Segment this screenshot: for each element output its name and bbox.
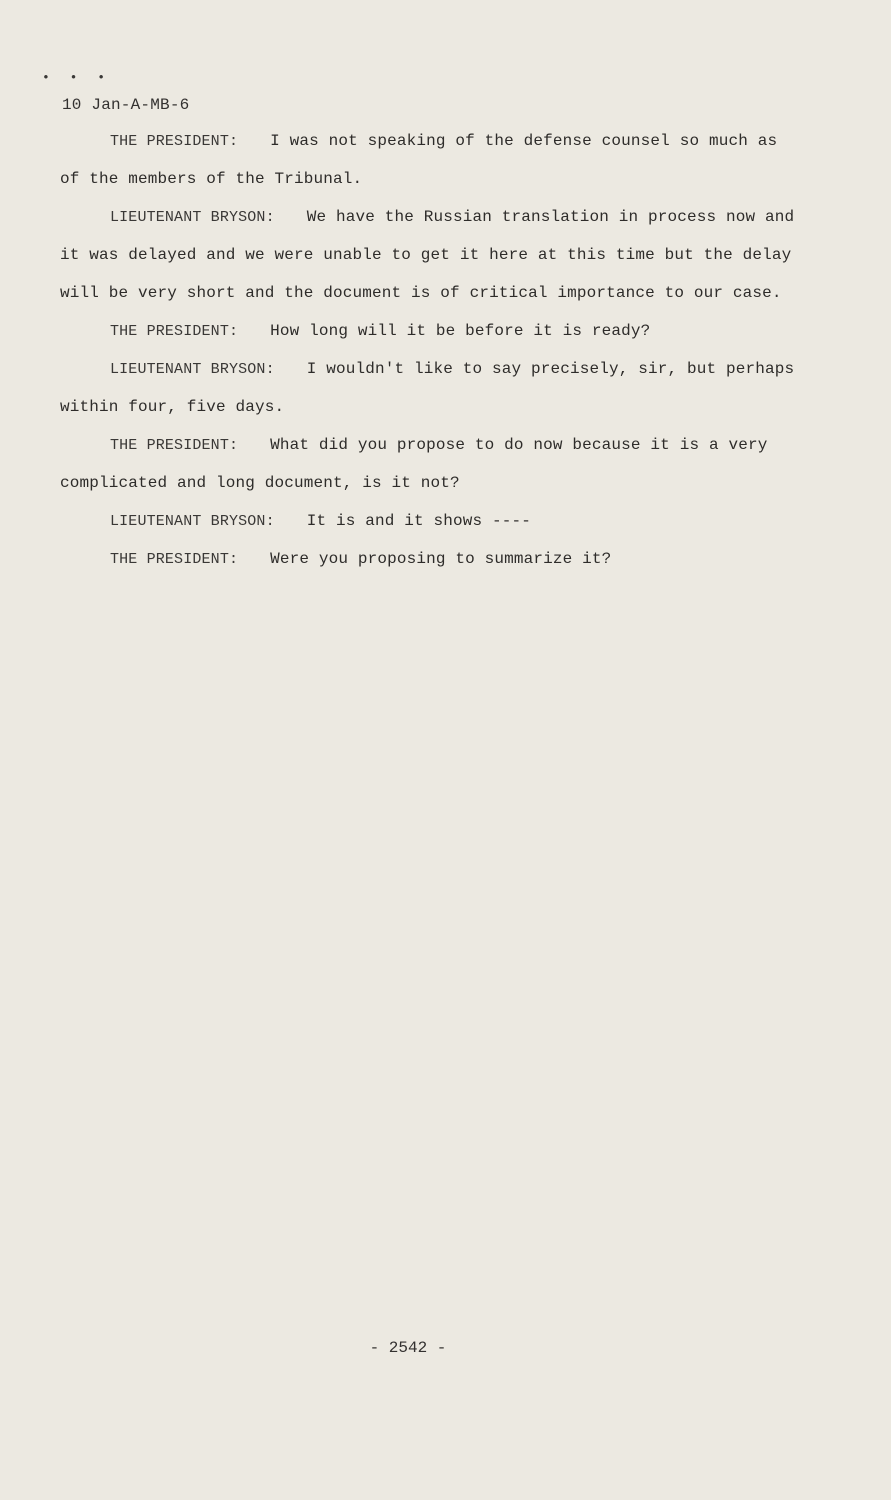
- speech-text: I was not speaking of the defense counsel so much as: [270, 132, 778, 150]
- exchange-first-line: [60, 359, 800, 397]
- speech-text: I wouldn't like to say precisely, sir, but perhaps: [306, 360, 795, 378]
- transcript-exchange: [60, 511, 800, 549]
- speech-text: Were you proposing to summarize it?: [270, 550, 612, 568]
- speaker-label: LIEUTENANT BRYSON:: [110, 513, 275, 530]
- transcript-exchange: [60, 131, 800, 207]
- transcript-exchange: [60, 549, 800, 587]
- speaker-label: THE PRESIDENT:: [110, 437, 239, 454]
- speaker-label: LIEUTENANT BRYSON:: [110, 361, 275, 378]
- transcript-exchange: [60, 321, 800, 359]
- speaker-label: THE PRESIDENT:: [110, 323, 239, 340]
- transcript-body: [60, 131, 800, 587]
- transcript-exchange: [60, 207, 800, 321]
- exchange-first-line: [60, 321, 800, 359]
- speaker-label: THE PRESIDENT:: [110, 551, 239, 568]
- exchange-first-line: [60, 435, 800, 473]
- page-id: 10 Jan-A-MB-6: [62, 96, 190, 114]
- speech-text: We have the Russian translation in process now and: [306, 208, 795, 226]
- speech-continuation-line: will be very short and the document is of critical importance to our case.: [60, 284, 782, 302]
- speech-text: What did you propose to do now because it is a very: [270, 436, 768, 454]
- corner-marks: • • •: [42, 70, 112, 85]
- speech-text: It is and it shows ----: [306, 512, 532, 530]
- speech-continuation-line: it was delayed and we were unable to get it here at this time but the delay: [60, 246, 792, 264]
- exchange-first-line: [60, 549, 800, 587]
- exchange-first-line: [60, 131, 800, 169]
- transcript-exchange: [60, 435, 800, 511]
- transcript-exchange: [60, 359, 800, 435]
- speech-text: How long will it be before it is ready?: [270, 322, 651, 340]
- exchange-first-line: [60, 511, 800, 549]
- speech-continuation-line: complicated and long document, is it not?: [60, 474, 460, 492]
- page-number: - 2542 -: [369, 1339, 447, 1357]
- speaker-label: THE PRESIDENT:: [110, 133, 239, 150]
- speech-continuation-line: within four, five days.: [60, 398, 285, 416]
- exchange-first-line: [60, 207, 800, 245]
- speech-continuation-line: of the members of the Tribunal.: [60, 170, 363, 188]
- speaker-label: LIEUTENANT BRYSON:: [110, 209, 275, 226]
